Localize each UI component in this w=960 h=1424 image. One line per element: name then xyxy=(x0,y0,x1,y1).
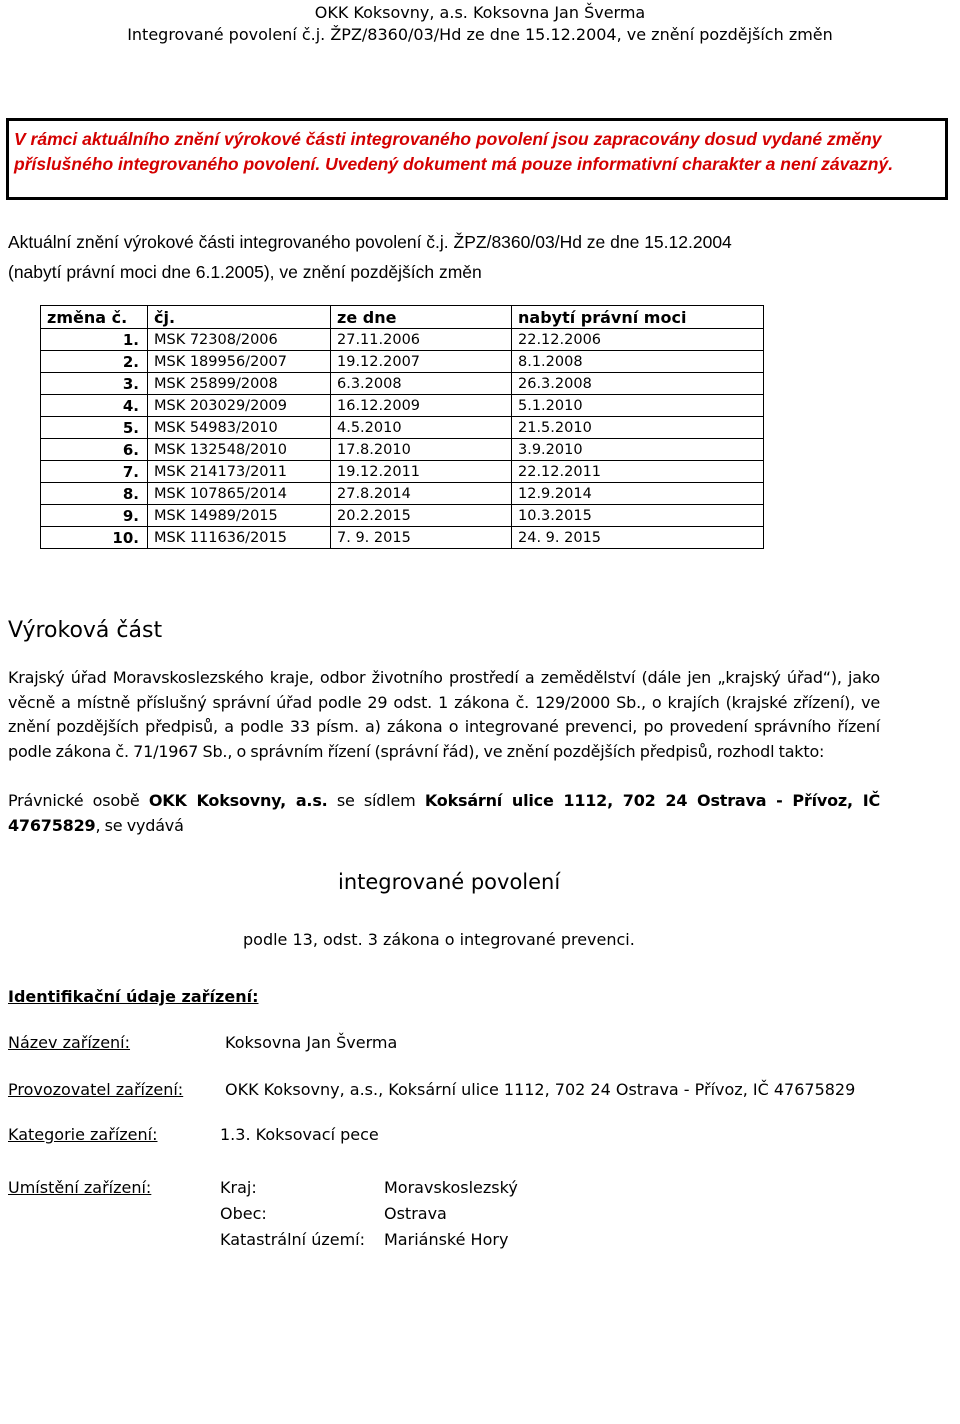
municipality-value: Ostrava xyxy=(384,1204,447,1223)
identification-heading: Identifikační údaje zařízení: xyxy=(8,987,259,1006)
municipality-label: Obec: xyxy=(220,1204,267,1223)
facility-name-label: Název zařízení: xyxy=(8,1033,131,1052)
issue-date: 7. 9. 2015 xyxy=(331,527,512,549)
effective-date: 12.9.2014 xyxy=(512,483,764,505)
reference-number: MSK 54983/2010 xyxy=(148,417,331,439)
reference-number: MSK 214173/2011 xyxy=(148,461,331,483)
cadastral-label: Katastrální území: xyxy=(220,1230,366,1249)
disclaimer-notice xyxy=(6,118,948,200)
effective-date: 5.1.2010 xyxy=(512,395,764,417)
table-row xyxy=(41,527,764,549)
change-number: 9. xyxy=(41,505,148,527)
recipient-company: OKK Koksovny, a.s. xyxy=(148,791,328,810)
decision-paragraph: Krajský úřad Moravskoslezského kraje, odbor životního prostředí a zemědělství (dále jen „krajský úřad“), jako věcně a místně příslušný správní úřad podle 29 odst. 1 zákona č. 129/2000 Sb., o krajích (krajské zřízení), ve znění pozdějších předpisů, a podle 33 písm. a) zákona o integrované prevenci, po provedení správního řízení podle zákona č. 71/1967 Sb., o správním řízení (správní řád), ve znění pozdějších předpisů, rozhodl takto: xyxy=(8,668,880,761)
issue-date: 6.3.2008 xyxy=(331,373,512,395)
region-value: Moravskoslezský xyxy=(384,1178,518,1197)
reference-number: MSK 72308/2006 xyxy=(148,329,331,351)
recipient-paragraph xyxy=(8,789,880,838)
category-label: Kategorie zařízení: xyxy=(8,1125,158,1144)
permit-title: integrované povolení xyxy=(338,870,561,894)
change-number: 4. xyxy=(41,395,148,417)
header-subtitle: Integrované povolení č.j. ŽPZ/8360/03/Hd ze dne 15.12.2004, ve znění pozdějších změn xyxy=(127,25,833,44)
table-row xyxy=(41,351,764,373)
current-version-statement xyxy=(8,227,768,287)
region-label: Kraj: xyxy=(220,1178,257,1197)
table-row xyxy=(41,483,764,505)
column-header-effective-date: nabytí právní moci xyxy=(512,306,764,329)
effective-date: 24. 9. 2015 xyxy=(512,527,764,549)
table-row xyxy=(41,505,764,527)
issue-date: 19.12.2007 xyxy=(331,351,512,373)
reference-number: MSK 107865/2014 xyxy=(148,483,331,505)
header-title: OKK Koksovny, a.s. Koksovna Jan Šverma xyxy=(314,3,646,22)
table-header-row xyxy=(41,306,764,329)
issue-date: 19.12.2011 xyxy=(331,461,512,483)
reference-number: MSK 132548/2010 xyxy=(148,439,331,461)
operator-value: OKK Koksovny, a.s., Koksární ulice 1112, 702 24 Ostrava - Přívoz, IČ 47675829 xyxy=(225,1080,856,1099)
reference-number: MSK 25899/2008 xyxy=(148,373,331,395)
section-title-vyrokova: Výroková část xyxy=(8,618,163,643)
cadastral-value: Mariánské Hory xyxy=(384,1230,509,1249)
change-number: 8. xyxy=(41,483,148,505)
change-number: 2. xyxy=(41,351,148,373)
reference-number: MSK 111636/2015 xyxy=(148,527,331,549)
column-header-change-no: změna č. xyxy=(41,306,148,329)
effective-date: 21.5.2010 xyxy=(512,417,764,439)
operator-label: Provozovatel zařízení: xyxy=(8,1080,184,1099)
table-row xyxy=(41,461,764,483)
change-number: 3. xyxy=(41,373,148,395)
issue-date: 16.12.2009 xyxy=(331,395,512,417)
location-label: Umístění zařízení: xyxy=(8,1178,152,1197)
change-number: 5. xyxy=(41,417,148,439)
category-value: 1.3. Koksovací pece xyxy=(220,1125,379,1144)
facility-name-value: Koksovna Jan Šverma xyxy=(225,1033,398,1052)
reference-number: MSK 189956/2007 xyxy=(148,351,331,373)
disclaimer-text: V rámci aktuálního znění výrokové části integrovaného povolení jsou zapracovány dosud vydané změny příslušného integrovaného povolení. Uvedený dokument má pouze informativní charakter a není závazný. xyxy=(14,129,894,174)
column-header-ref-no: čj. xyxy=(148,306,331,329)
effective-date: 10.3.2015 xyxy=(512,505,764,527)
effective-date: 26.3.2008 xyxy=(512,373,764,395)
permit-legal-basis: podle 13, odst. 3 zákona o integrované prevenci. xyxy=(243,930,635,949)
issue-date: 4.5.2010 xyxy=(331,417,512,439)
current-version-line1: Aktuální znění výrokové části integrovaného povolení č.j. ŽPZ/8360/03/Hd ze dne 15.12.2004 xyxy=(8,232,732,252)
change-number: 10. xyxy=(41,527,148,549)
column-header-date: ze dne xyxy=(331,306,512,329)
recipient-address: Koksární ulice 1112, 702 24 Ostrava - Přívoz, IČ 47675829 xyxy=(8,791,880,835)
change-number: 1. xyxy=(41,329,148,351)
issue-date: 20.2.2015 xyxy=(331,505,512,527)
table-row xyxy=(41,417,764,439)
recipient-seat-label: se sídlem xyxy=(327,791,425,810)
change-number: 6. xyxy=(41,439,148,461)
issue-date: 17.8.2010 xyxy=(331,439,512,461)
table-row xyxy=(41,439,764,461)
page-header xyxy=(0,2,960,46)
current-version-line2: (nabytí právní moci dne 6.1.2005), ve znění pozdějších změn xyxy=(8,262,482,282)
table-row xyxy=(41,373,764,395)
effective-date: 22.12.2006 xyxy=(512,329,764,351)
issue-date: 27.8.2014 xyxy=(331,483,512,505)
reference-number: MSK 203029/2009 xyxy=(148,395,331,417)
changes-table xyxy=(40,305,764,549)
issue-date: 27.11.2006 xyxy=(331,329,512,351)
effective-date: 8.1.2008 xyxy=(512,351,764,373)
change-number: 7. xyxy=(41,461,148,483)
table-row xyxy=(41,395,764,417)
recipient-outro: , se vydává xyxy=(95,815,184,835)
table-row xyxy=(41,329,764,351)
recipient-intro: Právnické osobě xyxy=(8,791,149,810)
reference-number: MSK 14989/2015 xyxy=(148,505,331,527)
effective-date: 22.12.2011 xyxy=(512,461,764,483)
effective-date: 3.9.2010 xyxy=(512,439,764,461)
